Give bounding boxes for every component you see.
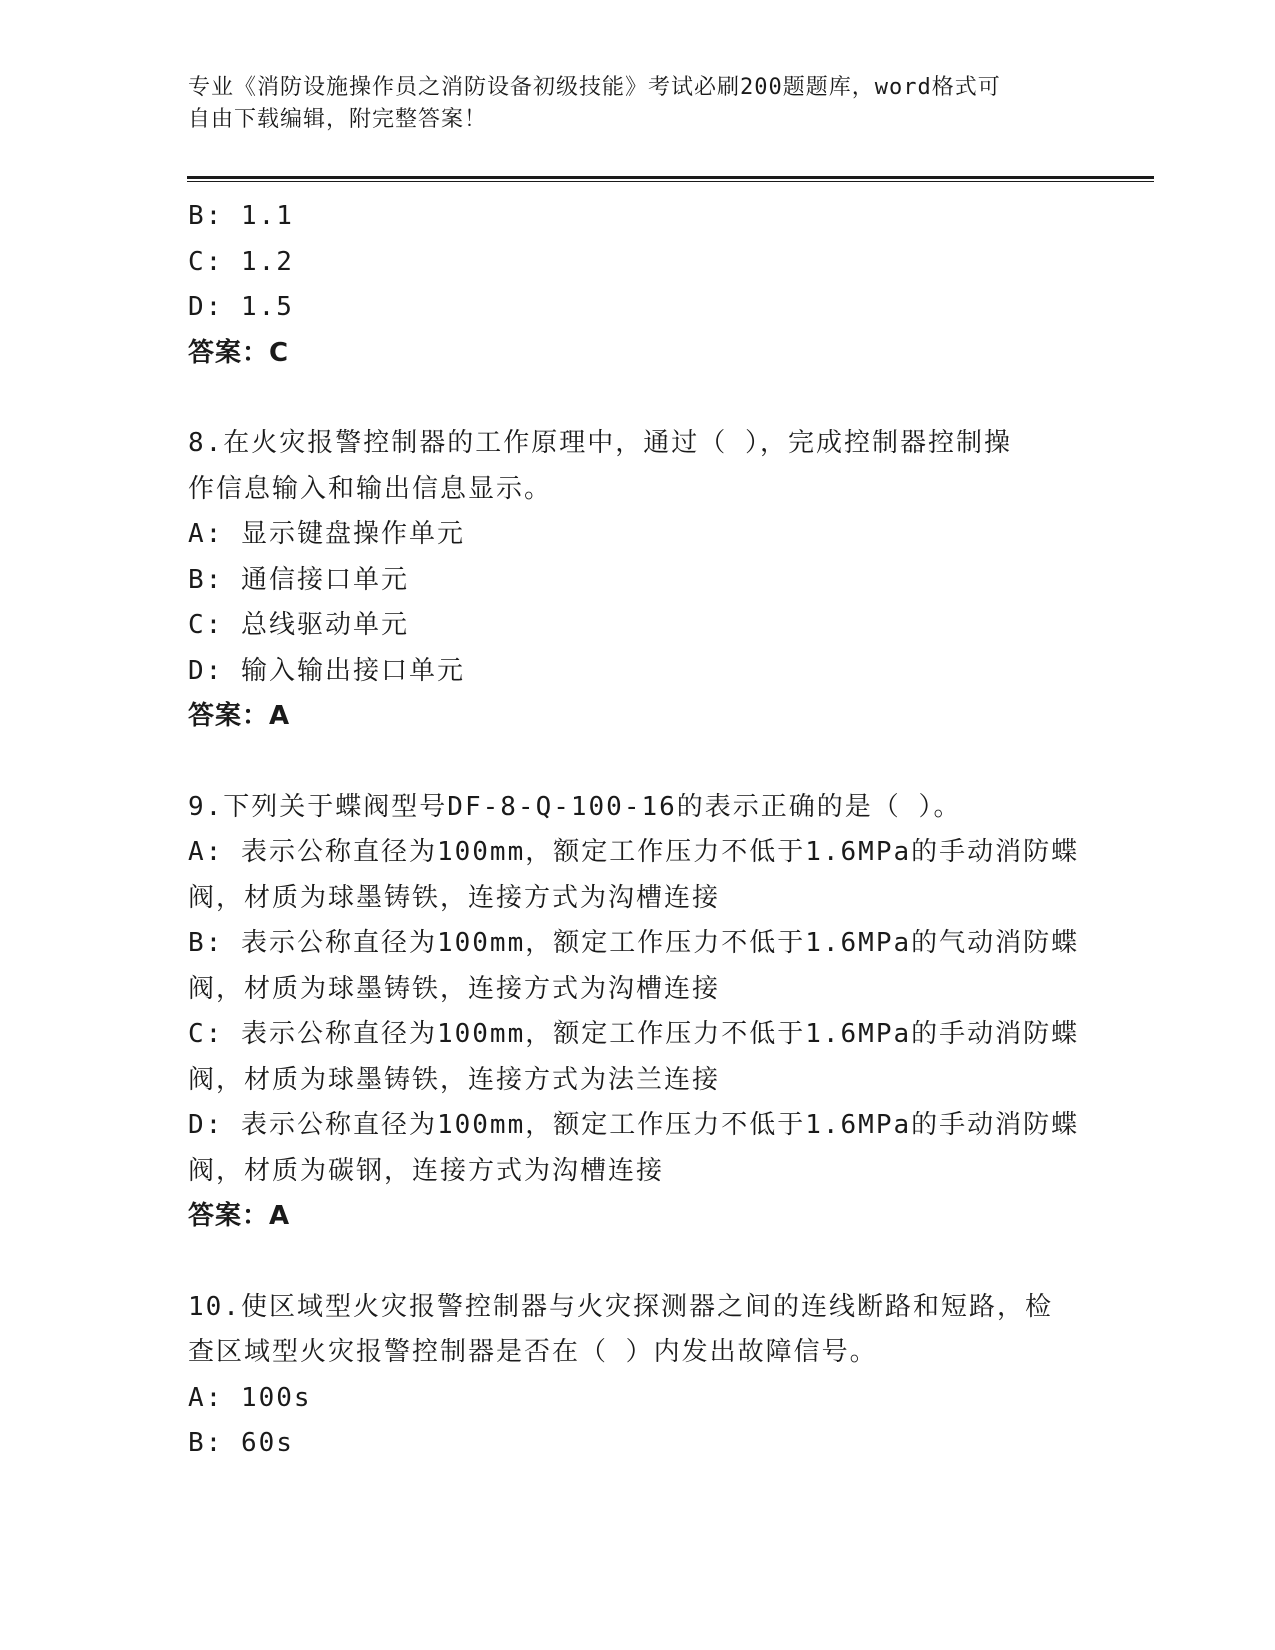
- q7-option-d: D: 1.5: [188, 292, 294, 322]
- q9-option-b-line-2: 阀，材质为球墨铸铁，连接方式为沟槽连接: [188, 973, 721, 1004]
- question-10: [188, 1285, 1088, 1467]
- q9-answer: 答案：A: [188, 1201, 291, 1231]
- q7-option-b: B: 1.1: [188, 201, 294, 231]
- q7-option-c: C: 1.2: [188, 246, 294, 277]
- q8-option-d: D: 输入输出接口单元: [188, 655, 465, 686]
- q9-option-a-line-2: 阀，材质为球墨铸铁，连接方式为沟槽连接: [188, 882, 721, 913]
- question-7: [188, 194, 1088, 376]
- spacer: [188, 1240, 1088, 1285]
- q8-option-c: C: 总线驱动单元: [188, 610, 409, 640]
- q8-stem-line-2: 作信息输入和输出信息显示。: [188, 473, 553, 504]
- q8-option-b: B: 通信接口单元: [188, 564, 409, 595]
- q10-option-b: B: 60s: [188, 1428, 294, 1458]
- q10-stem-line-1: 10.使区域型火灾报警控制器与火灾探测器之间的连线断路和短路，检: [188, 1291, 1053, 1322]
- question-9: [188, 785, 1088, 1240]
- header-divider-thin: [187, 181, 1154, 182]
- header-divider-thick: [187, 176, 1154, 179]
- q10-option-a: A: 100s: [188, 1382, 312, 1413]
- q9-option-d-line-2: 阀，材质为碳钢，连接方式为沟槽连接: [188, 1155, 665, 1186]
- question-list: [188, 194, 1088, 1467]
- header-line-1: 专业《消防设施操作员之消防设备初级技能》考试必刷200题题库，word格式可: [188, 75, 1001, 100]
- q9-option-c-line-1: C: 表示公称直径为100mm，额定工作压力不低于1.6MPa的手动消防蝶: [188, 1019, 1080, 1049]
- q9-option-d-line-1: D: 表示公称直径为100mm，额定工作压力不低于1.6MPa的手动消防蝶: [188, 1110, 1080, 1140]
- question-8: [188, 421, 1088, 740]
- spacer: [188, 740, 1088, 785]
- header-line-2: 自由下载编辑，附完整答案！: [188, 107, 488, 132]
- q8-stem-line-1: 8.在火灾报警控制器的工作原理中，通过（ ），完成控制器控制操: [188, 428, 1012, 458]
- q8-option-a: A: 显示键盘操作单元: [188, 519, 465, 549]
- document-header: [188, 72, 1068, 136]
- q8-answer: 答案：A: [188, 701, 291, 731]
- q9-option-b-line-1: B: 表示公称直径为100mm，额定工作压力不低于1.6MPa的气动消防蝶: [188, 928, 1080, 958]
- spacer: [188, 376, 1088, 421]
- q9-option-a-line-1: A: 表示公称直径为100mm，额定工作压力不低于1.6MPa的手动消防蝶: [188, 837, 1080, 867]
- q9-stem: 9.下列关于蝶阀型号DF-8-Q-100-16的表示正确的是（ ）。: [188, 791, 962, 822]
- q9-option-c-line-2: 阀，材质为球墨铸铁，连接方式为法兰连接: [188, 1064, 721, 1095]
- q10-stem-line-2: 查区域型火灾报警控制器是否在（ ）内发出故障信号。: [188, 1337, 878, 1367]
- q7-answer: 答案：C: [188, 337, 290, 368]
